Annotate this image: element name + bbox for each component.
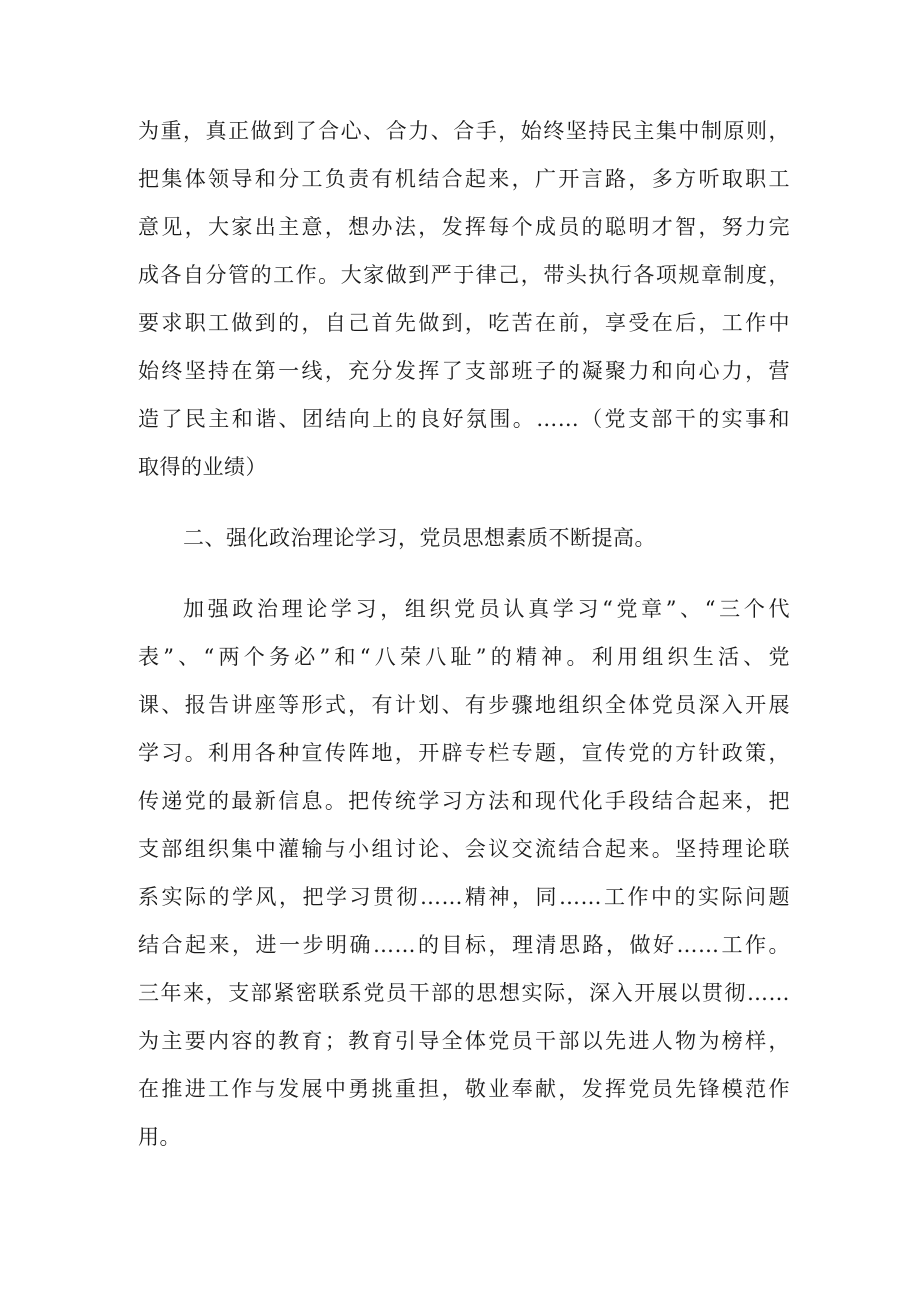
- section-heading: 二、强化政治理论学习，党员思想素质不断提高。: [183, 526, 656, 550]
- text-line: 要求职工做到的，自己首先做到，吃苦在前，享受在后，工作中: [138, 311, 790, 335]
- text-line: 用。: [138, 1125, 181, 1149]
- text-line: 三年来，支部紧密联系党员干部的思想实际，深入开展以贯彻……: [138, 981, 790, 1005]
- text-line: 加强政治理论学习，组织党员认真学习“党章”、“三个代: [183, 597, 790, 621]
- text-line: 系实际的学风，把学习贯彻……精神，同……工作中的实际问题: [138, 885, 790, 909]
- text-line: 取得的业绩）: [138, 455, 267, 479]
- text-line: 把集体领导和分工负责有机结合起来，广开言路，多方听取职工: [138, 167, 790, 191]
- text-line: 表”、“两个务必”和“八荣八耻”的精神。利用组织生活、党: [138, 645, 790, 669]
- text-line: 学习。利用各种宣传阵地，开辟专栏专题，宣传党的方针政策，: [138, 741, 790, 765]
- text-line: 成各自分管的工作。大家做到严于律己，带头执行各项规章制度，: [138, 263, 790, 287]
- text-line: 支部组织集中灌输与小组讨论、会议交流结合起来。坚持理论联: [138, 837, 790, 861]
- text-line: 意见，大家出主意，想办法，发挥每个成员的聪明才智，努力完: [138, 215, 790, 239]
- text-line: 传递党的最新信息。把传统学习方法和现代化手段结合起来，把: [138, 789, 790, 813]
- text-line: 在推进工作与发展中勇挑重担，敬业奉献，发挥党员先锋模范作: [138, 1077, 790, 1101]
- text-line: 为主要内容的教育；教育引导全体党员干部以先进人物为榜样，: [138, 1029, 790, 1053]
- text-line: 始终坚持在第一线，充分发挥了支部班子的凝聚力和向心力，营: [138, 359, 790, 383]
- text-line: 课、报告讲座等形式，有计划、有步骤地组织全体党员深入开展: [138, 693, 790, 717]
- text-line: 造了民主和谐、团结向上的良好氛围。……（党支部干的实事和: [138, 407, 790, 431]
- text-line: 结合起来，进一步明确……的目标，理清思路，做好……工作。: [138, 933, 790, 957]
- text-line: 为重，真正做到了合心、合力、合手，始终坚持民主集中制原则，: [138, 119, 790, 143]
